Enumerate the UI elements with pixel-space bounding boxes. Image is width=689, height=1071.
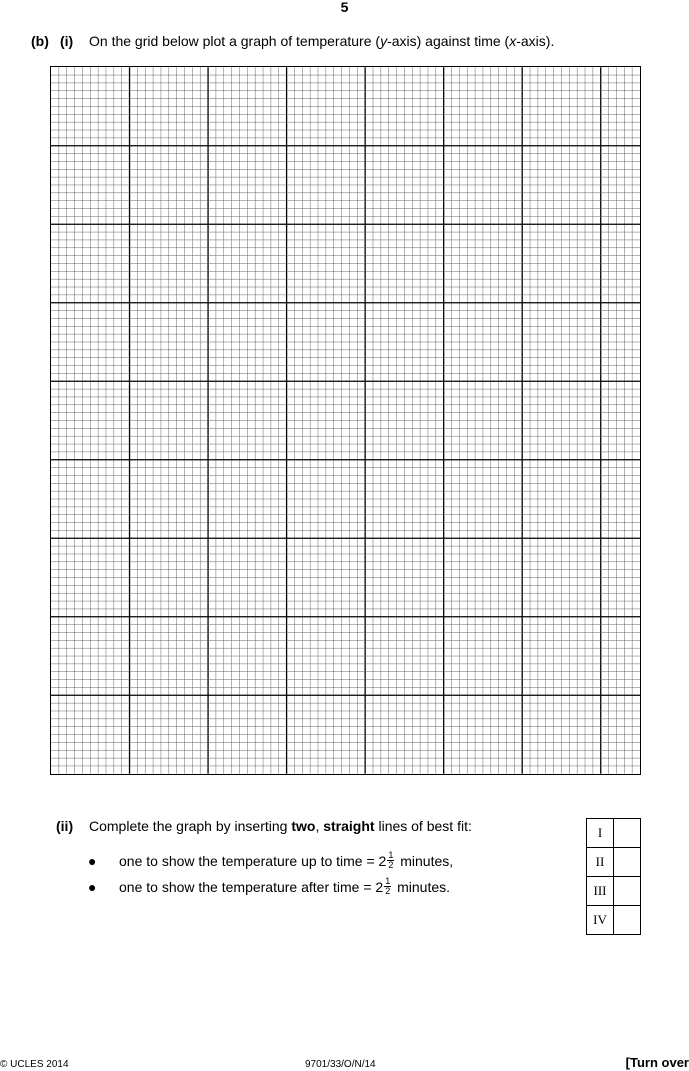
question-b-text-3: -axis). [516, 33, 555, 49]
examiner-mark-table [586, 818, 641, 935]
mark-row-label: II [587, 848, 614, 877]
question-ii-label: (ii) [56, 818, 74, 834]
mark-row-label: III [587, 877, 614, 906]
page-number: 5 [340, 0, 349, 15]
mark-row [587, 819, 641, 848]
question-ii-bold-straight: straight [323, 818, 375, 834]
footer-turn-over: [Turn over [625, 1055, 689, 1070]
footer-paper-code: 9701/33/O/N/14 [305, 1059, 376, 1070]
question-ii-text-2: lines of best fit: [374, 818, 472, 834]
question-ii-bold-two: two [291, 818, 316, 834]
mark-box[interactable] [614, 877, 641, 906]
footer-copyright: © UCLES 2014 [0, 1059, 69, 1070]
mark-row-label: IV [587, 906, 614, 935]
fraction-numerator: 1 [385, 876, 391, 886]
x-variable: x [509, 33, 517, 49]
fraction-numerator: 1 [388, 850, 394, 860]
graph-grid[interactable] [50, 66, 641, 775]
bullet-item [119, 876, 451, 898]
question-b-part-label: (i) [60, 33, 74, 49]
fraction [384, 877, 391, 896]
y-variable: y [380, 33, 388, 49]
mark-row-label: I [587, 819, 614, 848]
bullet-item-text: one to show the temperature after time = 2 [119, 879, 384, 896]
mark-box[interactable] [614, 848, 641, 877]
bullet-item-text: one to show the temperature up to time = 2 [119, 853, 387, 870]
question-b-text [89, 33, 554, 49]
question-b-text-2: -axis) against time ( [387, 33, 510, 49]
fraction-denominator: 2 [388, 860, 394, 870]
bullet-icon: ● [88, 853, 97, 869]
question-b-text-1: On the grid below plot a graph of temperature ( [89, 33, 381, 49]
bullet-item-suffix: minutes, [396, 853, 454, 870]
question-ii-comma: , [315, 818, 324, 834]
bullet-icon: ● [88, 879, 97, 895]
mark-row [587, 906, 641, 935]
bullet-item-suffix: minutes. [393, 879, 451, 896]
mark-box[interactable] [614, 906, 641, 935]
mark-row [587, 848, 641, 877]
mark-box[interactable] [614, 819, 641, 848]
fraction-denominator: 2 [385, 886, 391, 896]
question-ii-text-1: Complete the graph by inserting [89, 818, 292, 834]
fraction [387, 851, 394, 870]
bullet-item [119, 850, 454, 872]
question-b-label: (b) [31, 33, 49, 49]
mark-row [587, 877, 641, 906]
question-ii-text [89, 818, 472, 834]
